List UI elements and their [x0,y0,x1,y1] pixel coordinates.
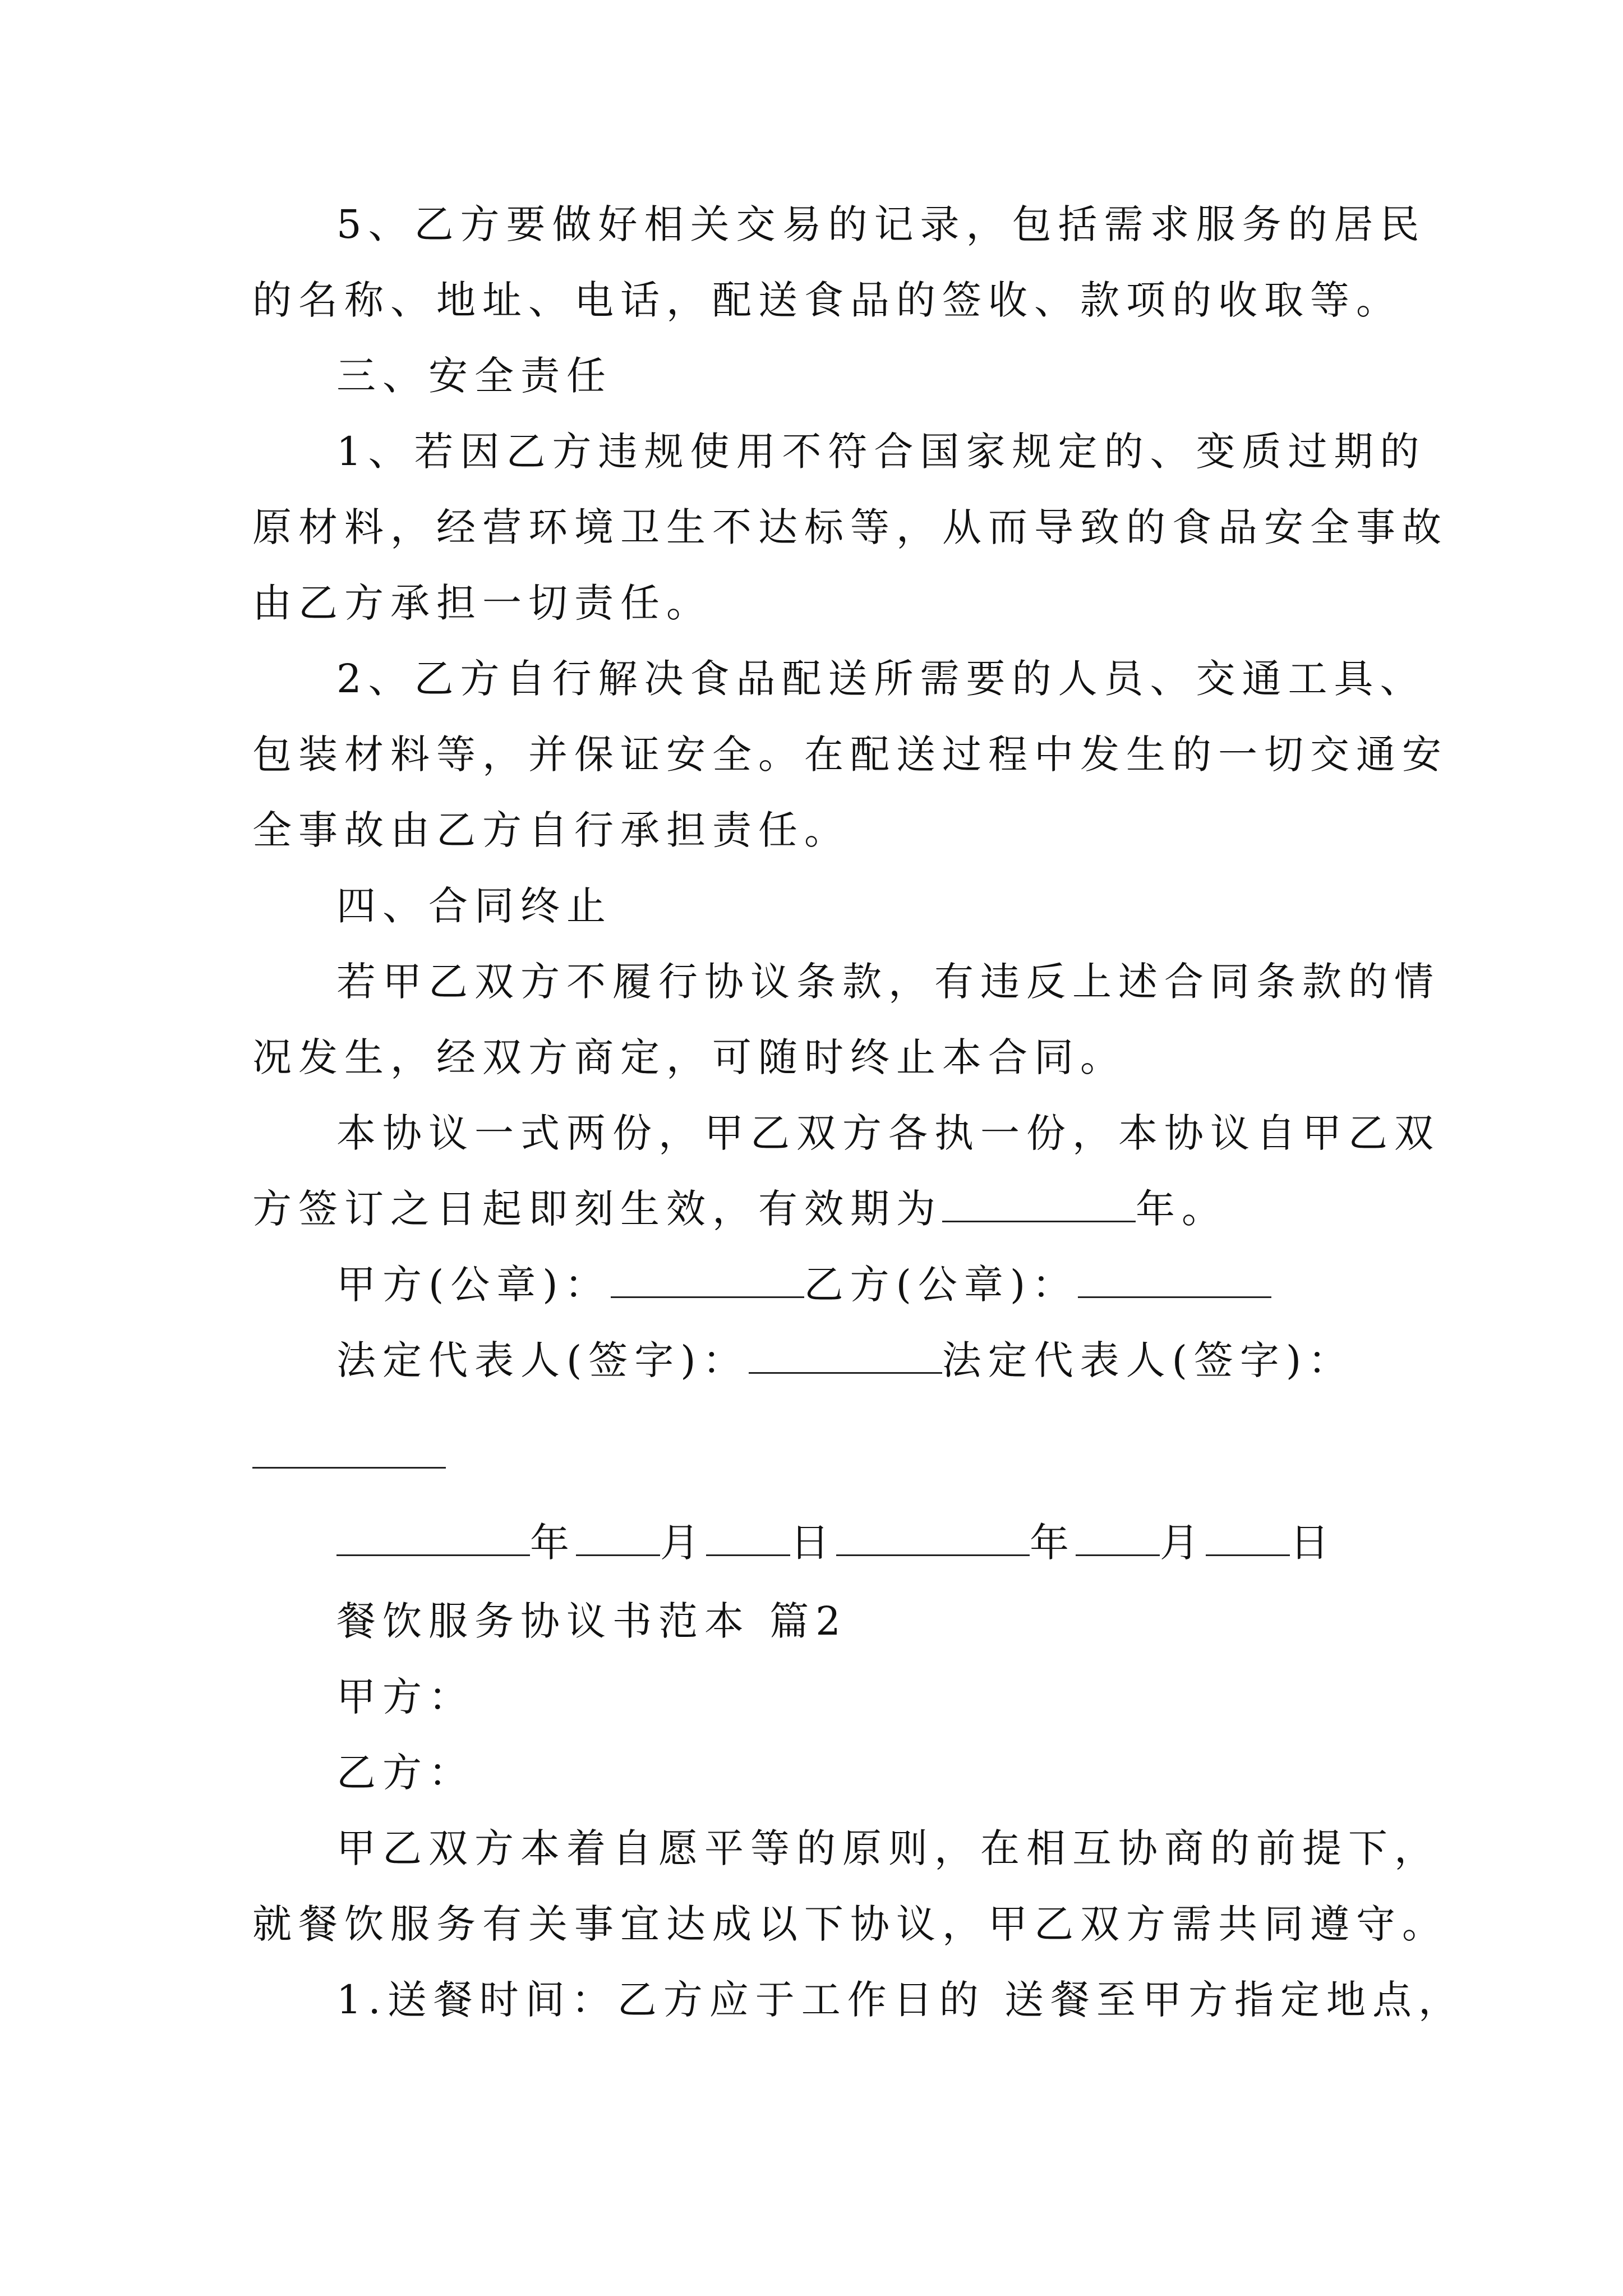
paragraph-line: 2、乙方自行解决食品配送所需要的人员、交通工具、 [336,656,1426,702]
party-a-seal-blank [611,1262,804,1298]
section-heading: 四、合同终止 [336,883,612,929]
paragraph-line: 的名称、地址、电话，配送食品的签收、款项的收取等。 [252,277,1402,323]
party-b-rep-blank [252,1467,446,1469]
date-blank [706,1520,790,1556]
validity-unit: 年。 [1136,1186,1228,1232]
paragraph-line: 包装材料等，并保证安全。在配送过程中发生的一切交通安 [252,731,1448,777]
validity-blank [942,1186,1136,1222]
party-b-label: 乙方： [336,1750,474,1796]
date-blank [336,1520,530,1556]
date-line [336,1515,1503,1571]
section-heading: 三、安全责任 [336,353,612,399]
paragraph-line: 若甲乙双方不履行协议条款，有违反上述合同条款的情 [336,959,1440,1005]
party-a-rep-blank [749,1337,942,1374]
party-a-label: 甲方： [336,1674,474,1720]
paragraph-line: 1、若因乙方违规使用不符合国家规定的、变质过期的 [336,429,1426,475]
paragraph-line: 原材料，经营环境卫生不达标等，从而导致的食品安全事故 [252,504,1448,550]
representative-line [336,1332,1503,1388]
date-month: 月 [660,1520,706,1566]
date-blank [576,1520,660,1556]
paragraph-line: 全事故由乙方自行承担责任。 [252,807,850,853]
party-b-seal-blank [1078,1262,1271,1298]
paragraph-line: 况发生，经双方商定，可随时终止本合同。 [252,1034,1126,1080]
party-a-rep-label: 法定代表人(签字)： [336,1337,749,1383]
validity-line [252,1181,1419,1237]
date-blank [1076,1520,1160,1556]
date-year: 年 [530,1520,576,1566]
date-day: 日 [790,1520,836,1566]
date-year: 年 [1030,1520,1076,1566]
seal-line [336,1257,1503,1313]
paragraph-line: 由乙方承担一切责任。 [252,580,712,626]
paragraph-line: 本协议一式两份，甲乙双方各执一份，本协议自甲乙双 [336,1110,1440,1156]
date-month: 月 [1160,1520,1206,1566]
party-b-rep-label: 法定代表人(签字)： [942,1337,1354,1383]
section-title: 餐饮服务协议书范本 篇2 [336,1598,847,1644]
date-blank [836,1520,1030,1556]
paragraph-line: 5、乙方要做好相关交易的记录，包括需求服务的居民 [336,201,1426,247]
paragraph-line: 甲乙双方本着自愿平等的原则，在相互协商的前提下， [336,1825,1440,1871]
paragraph-line: 就餐饮服务有关事宜达成以下协议，甲乙双方需共同遵守。 [252,1901,1448,1947]
party-a-seal-label: 甲方(公章)： [336,1262,611,1308]
paragraph-line: 1.送餐时间：乙方应于工作日的 送餐至甲方指定地点， [336,1977,1465,2023]
date-day: 日 [1290,1520,1336,1566]
validity-text: 方签订之日起即刻生效，有效期为 [252,1186,942,1232]
date-blank [1206,1520,1290,1556]
party-b-seal-label: 乙方(公章)： [804,1262,1078,1308]
